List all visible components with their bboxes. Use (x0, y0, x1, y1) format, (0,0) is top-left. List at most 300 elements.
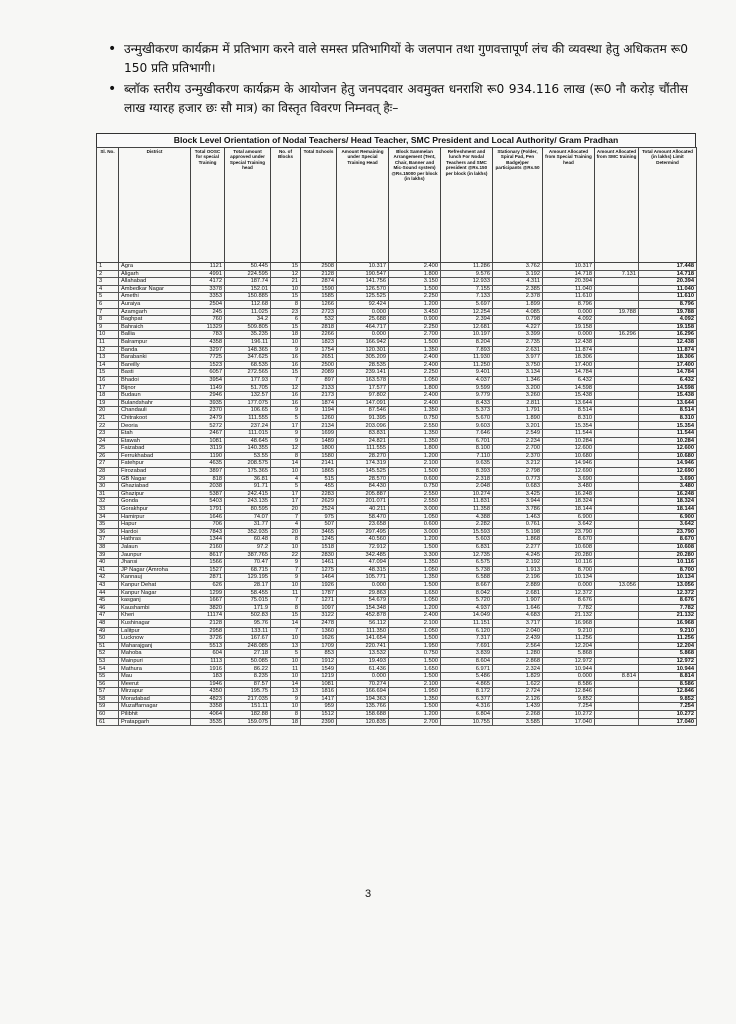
table-cell: 3.642 (543, 521, 595, 529)
table-cell: 9.576 (441, 270, 493, 278)
table-cell: Amethi (119, 293, 191, 301)
table-cell: 1097 (301, 604, 337, 612)
table-cell: 9 (271, 346, 301, 354)
table-cell: 2283 (301, 490, 337, 498)
table-cell: 2.250 (389, 323, 441, 331)
table-cell: 1.791 (493, 407, 543, 415)
table-row (97, 270, 697, 278)
table-cell: 19.788 (639, 308, 697, 316)
table-cell: 4.227 (493, 323, 543, 331)
table-row (97, 536, 697, 544)
table-cell: 32 (97, 498, 119, 506)
table-cell: 21 (97, 414, 119, 422)
table-cell: 4358 (191, 338, 225, 346)
table-cell: 5387 (191, 490, 225, 498)
table-cell: 33 (97, 506, 119, 514)
table-cell: 140.355 (225, 445, 271, 453)
table-cell: 9.852 (543, 695, 595, 703)
table-cell: 28.570 (337, 475, 389, 483)
table-cell: 1.650 (389, 589, 441, 597)
table-cell: 1.350 (389, 430, 441, 438)
table-cell: 2504 (191, 300, 225, 308)
table-cell: Gonda (119, 498, 191, 506)
table-cell: Mau (119, 673, 191, 681)
table-cell: 91.71 (225, 483, 271, 491)
table-cell: 10.317 (543, 263, 595, 271)
table-cell: 2128 (191, 619, 225, 627)
table-cell: 1.350 (389, 695, 441, 703)
table-cell: 2.100 (389, 460, 441, 468)
table-cell: 13 (97, 354, 119, 362)
table-cell: 783 (191, 331, 225, 339)
table-cell: 60 (97, 711, 119, 719)
table-row (97, 513, 697, 521)
table-cell: 0.761 (493, 521, 543, 529)
table-cell: 11.610 (639, 293, 697, 301)
table-cell: 205.887 (337, 490, 389, 498)
table-cell: 18.144 (543, 506, 595, 514)
table-cell: 1.350 (389, 559, 441, 567)
table-cell: 0.000 (543, 308, 595, 316)
table-row (97, 589, 697, 597)
table-cell: 4.937 (441, 604, 493, 612)
table-cell: 12.254 (441, 308, 493, 316)
table-row (97, 354, 697, 362)
table-row (97, 483, 697, 491)
table-cell: 8.514 (639, 407, 697, 415)
table-cell: 4.865 (441, 680, 493, 688)
table-cell: 1219 (301, 673, 337, 681)
table-cell: 1518 (301, 543, 337, 551)
table-cell: 28.17 (225, 581, 271, 589)
table-cell: 13.056 (595, 581, 639, 589)
table-cell: 5.670 (441, 414, 493, 422)
table-cell: 16.968 (543, 619, 595, 627)
table-cell: 2.631 (493, 346, 543, 354)
table-cell: 1464 (301, 574, 337, 582)
table-cell: 2830 (301, 551, 337, 559)
table-cell: 4350 (191, 688, 225, 696)
table-cell: 111.555 (337, 445, 389, 453)
table-cell: 2.868 (493, 657, 543, 665)
table-cell: 387.765 (225, 551, 271, 559)
table-cell: 3465 (301, 528, 337, 536)
table-cell: 53.55 (225, 452, 271, 460)
table-cell (595, 718, 639, 726)
table-cell: 36.81 (225, 475, 271, 483)
table-row (97, 392, 697, 400)
table-cell: Bareilly (119, 361, 191, 369)
table-cell: 3.212 (493, 460, 543, 468)
table-cell: 4.683 (493, 612, 543, 620)
table-cell: Ghazipur (119, 490, 191, 498)
table-cell: 2.196 (493, 574, 543, 582)
table-cell: 2160 (191, 543, 225, 551)
table-cell: 16.968 (639, 619, 697, 627)
table-cell: 8.514 (543, 407, 595, 415)
table-cell (595, 635, 639, 643)
table-cell: 3935 (191, 399, 225, 407)
header-no-of-blocks: No. of Blocks (271, 148, 301, 263)
header-refreshment: Refreshment and lunch For Nodal Teachers and SMC president @Rs.150 per block (in lakhs) (441, 148, 493, 263)
table-cell: 272.565 (225, 369, 271, 377)
table-cell (595, 543, 639, 551)
table-cell: 91.395 (337, 414, 389, 422)
table-cell: 2478 (301, 619, 337, 627)
table-row (97, 559, 697, 567)
table-cell: 34.2 (225, 316, 271, 324)
table-cell: 27 (97, 460, 119, 468)
table-cell: 12.600 (639, 445, 697, 453)
table-cell: 111.350 (337, 627, 389, 635)
table-cell: 8.100 (441, 445, 493, 453)
table-row (97, 604, 697, 612)
table-cell: Baghpat (119, 316, 191, 324)
table-cell: 1709 (301, 642, 337, 650)
table-cell: 12.846 (543, 688, 595, 696)
bullet-icon: • (108, 81, 117, 97)
table-cell: 12.204 (543, 642, 595, 650)
table-cell: 706 (191, 521, 225, 529)
table-cell: 16.296 (639, 331, 697, 339)
table-cell: 10.134 (639, 574, 697, 582)
table-cell: 1.500 (389, 703, 441, 711)
table-cell: 10 (271, 657, 301, 665)
table-cell: 1.050 (389, 513, 441, 521)
table-cell: Ballia (119, 331, 191, 339)
table-cell: 5.486 (441, 673, 493, 681)
table-cell: 2.126 (493, 695, 543, 703)
table-cell: 2.550 (389, 422, 441, 430)
table-cell: 0.000 (337, 331, 389, 339)
table-cell: 17 (271, 490, 301, 498)
table-cell: 1865 (301, 468, 337, 476)
bullet-item (108, 80, 688, 118)
table-cell: 3.450 (389, 308, 441, 316)
table-cell: 16 (271, 392, 301, 400)
table-row (97, 300, 697, 308)
table-cell: 50 (97, 635, 119, 643)
table-cell: 2.889 (493, 581, 543, 589)
table-cell: JP Nagar (Amroha (119, 566, 191, 574)
table-cell: 37 (97, 536, 119, 544)
table-cell: 10.944 (543, 665, 595, 673)
table-cell: 203.096 (337, 422, 389, 430)
table-cell: 23.658 (337, 521, 389, 529)
table-row (97, 612, 697, 620)
table-cell: Bahraich (119, 323, 191, 331)
table-cell (595, 346, 639, 354)
header-allocated-special: Amount Allocated from Special Training head (543, 148, 595, 263)
table-cell: 897 (301, 376, 337, 384)
table-cell: 2.282 (441, 521, 493, 529)
table-cell: Pilibhit (119, 711, 191, 719)
bullet-item (108, 40, 688, 78)
table-cell: 2 (97, 270, 119, 278)
table-cell: 507 (301, 521, 337, 529)
table-cell: 151.11 (225, 703, 271, 711)
table-cell: 10.944 (639, 665, 697, 673)
table-cell: 8.433 (441, 399, 493, 407)
table-cell: 10 (271, 338, 301, 346)
table-cell (595, 285, 639, 293)
table-row (97, 452, 697, 460)
table-cell: 2946 (191, 392, 225, 400)
table-cell: 0.900 (389, 316, 441, 324)
table-cell: 1823 (301, 338, 337, 346)
table-cell: Hathras (119, 536, 191, 544)
table-cell: 1874 (301, 399, 337, 407)
table-cell: 4.092 (639, 316, 697, 324)
table-cell: 515 (301, 475, 337, 483)
table-cell: Hardoi (119, 528, 191, 536)
table-cell: 1946 (191, 680, 225, 688)
table-cell: 0.600 (389, 521, 441, 529)
table-cell: 167.67 (225, 635, 271, 643)
table-cell: 1699 (301, 430, 337, 438)
table-cell: 158.688 (337, 711, 389, 719)
table-cell: 14.718 (543, 270, 595, 278)
table-cell: 4.388 (441, 513, 493, 521)
table-cell: 6.900 (543, 513, 595, 521)
table-cell: 3.200 (493, 384, 543, 392)
table-cell: 2038 (191, 483, 225, 491)
table-cell: 1626 (301, 635, 337, 643)
table-cell: 2.250 (389, 369, 441, 377)
table-cell: 1.800 (389, 384, 441, 392)
table-cell: 11 (271, 589, 301, 597)
table-cell: 1566 (191, 559, 225, 567)
table-body (97, 263, 697, 726)
table-row (97, 308, 697, 316)
table-cell: 20.394 (639, 278, 697, 286)
allocation-table (96, 147, 697, 726)
table-row (97, 574, 697, 582)
table-cell: 106.65 (225, 407, 271, 415)
table-cell: 1549 (301, 665, 337, 673)
table-cell: Budaun (119, 392, 191, 400)
table-cell: 3 (97, 278, 119, 286)
table-header-row (97, 148, 697, 263)
table-cell: 1149 (191, 384, 225, 392)
table-cell: 1266 (301, 300, 337, 308)
table-cell: 239.141 (337, 369, 389, 377)
table-cell (595, 316, 639, 324)
table-cell: 6.900 (639, 513, 697, 521)
table-cell: 502.83 (225, 612, 271, 620)
table-cell: 1081 (301, 680, 337, 688)
table-cell: 2.400 (389, 392, 441, 400)
table-cell: 50.085 (225, 657, 271, 665)
table-cell (595, 430, 639, 438)
table-cell: 2524 (301, 506, 337, 514)
table-cell: 1590 (301, 285, 337, 293)
table-cell: 141.654 (337, 635, 389, 643)
table-cell (595, 506, 639, 514)
table-cell: 5.868 (543, 650, 595, 658)
table-row (97, 490, 697, 498)
table-cell: 7.691 (441, 642, 493, 650)
table-row (97, 543, 697, 551)
table-cell: 1.463 (493, 513, 543, 521)
table-cell: 15 (271, 263, 301, 271)
table-cell: 58.455 (225, 589, 271, 597)
table-cell: 16 (271, 354, 301, 362)
table-cell: 1585 (301, 293, 337, 301)
table-cell: 2089 (301, 369, 337, 377)
table-cell: 17.400 (639, 361, 697, 369)
table-cell: 4.092 (543, 316, 595, 324)
table-cell: 7.155 (441, 285, 493, 293)
table-cell: 2958 (191, 627, 225, 635)
table-cell: 1.500 (389, 635, 441, 643)
table-cell: 9 (271, 574, 301, 582)
table-cell: 3.150 (389, 278, 441, 286)
table-cell: 145.525 (337, 468, 389, 476)
table-cell: 3.480 (543, 483, 595, 491)
table-cell: 27.18 (225, 650, 271, 658)
table-cell: 10.116 (543, 559, 595, 567)
table-cell: 1.913 (493, 566, 543, 574)
table-cell: Bhadoi (119, 376, 191, 384)
table-row (97, 528, 697, 536)
table-cell: 0.600 (389, 475, 441, 483)
table-cell: 34 (97, 513, 119, 521)
table-cell: 12.438 (639, 338, 697, 346)
table-cell: 13.056 (639, 581, 697, 589)
table-cell: 10.755 (441, 718, 493, 726)
table-cell: 83.831 (337, 430, 389, 438)
table-cell (595, 293, 639, 301)
table-cell: 1.907 (493, 597, 543, 605)
table-cell: Maharajganj (119, 642, 191, 650)
table-cell: 464.717 (337, 323, 389, 331)
table-cell: 18 (97, 392, 119, 400)
table-cell: 1.050 (389, 627, 441, 635)
table-cell: 120.301 (337, 346, 389, 354)
table-row (97, 346, 697, 354)
table-cell: 57 (97, 688, 119, 696)
table-cell: 2.400 (389, 263, 441, 271)
table-cell: 135.766 (337, 703, 389, 711)
table-cell: 10 (271, 285, 301, 293)
table-cell: 174.319 (337, 460, 389, 468)
table-cell: 14.049 (441, 612, 493, 620)
table-cell: 4 (271, 521, 301, 529)
table-row (97, 316, 697, 324)
table-cell: 2500 (301, 361, 337, 369)
table-cell: 1.050 (389, 566, 441, 574)
table-cell: 7.110 (441, 452, 493, 460)
table-cell: 3122 (301, 612, 337, 620)
table-cell: 1.890 (493, 414, 543, 422)
table-cell: 8.796 (543, 300, 595, 308)
table-cell: Moradabad (119, 695, 191, 703)
table-cell: 1800 (301, 445, 337, 453)
table-cell: 1.800 (389, 270, 441, 278)
table-cell: 9.635 (441, 460, 493, 468)
table-cell: 0.750 (389, 483, 441, 491)
table-cell: 1.500 (389, 581, 441, 589)
table-cell: 7.317 (441, 635, 493, 643)
table-cell: 3.786 (493, 506, 543, 514)
table-cell: 133.11 (225, 627, 271, 635)
table-cell: 195.75 (225, 688, 271, 696)
table-cell: 11.610 (543, 293, 595, 301)
table-cell: 12.690 (543, 468, 595, 476)
table-cell: 61.436 (337, 665, 389, 673)
table-cell: 70.274 (337, 680, 389, 688)
table-cell: 53 (97, 657, 119, 665)
table-cell: 2651 (301, 354, 337, 362)
table-cell: 2723 (301, 308, 337, 316)
table-cell: 3358 (191, 703, 225, 711)
table-cell: 15 (271, 612, 301, 620)
table-cell: 87.57 (225, 680, 271, 688)
header-block-sammelan: Block Sammelan Arrangement (Tent, Chair, Banner and Mic-Sound system) @Rs.15000 per block (in lakhs) (389, 148, 441, 263)
table-cell: 604 (191, 650, 225, 658)
table-cell: 2.394 (441, 316, 493, 324)
table-cell: 6.831 (441, 543, 493, 551)
table-cell: 1912 (301, 657, 337, 665)
table-cell: 0.000 (337, 581, 389, 589)
table-row (97, 422, 697, 430)
table-cell: 12.933 (441, 278, 493, 286)
table-cell: 9 (271, 695, 301, 703)
table-cell: 2.550 (389, 498, 441, 506)
table-cell: 2141 (301, 460, 337, 468)
table-cell (595, 551, 639, 559)
table-cell: 6.588 (441, 574, 493, 582)
table-cell: 14 (271, 680, 301, 688)
table-cell: 80.595 (225, 506, 271, 514)
table-row (97, 331, 697, 339)
table-cell (595, 665, 639, 673)
table-row (97, 338, 697, 346)
table-cell: 8.586 (543, 680, 595, 688)
table-cell: 208.575 (225, 460, 271, 468)
table-cell: 13.644 (543, 399, 595, 407)
table-cell: 12.735 (441, 551, 493, 559)
table-cell: 11.286 (441, 263, 493, 271)
table-cell: 10.608 (543, 543, 595, 551)
table-cell: 18.324 (543, 498, 595, 506)
table-cell: 2.324 (493, 665, 543, 673)
table-cell: 1.050 (389, 597, 441, 605)
table-row (97, 718, 697, 726)
table-cell: 3119 (191, 445, 225, 453)
table-cell: 31 (97, 490, 119, 498)
table-cell: 10.608 (639, 543, 697, 551)
table-cell: 9 (97, 323, 119, 331)
table-cell: 626 (191, 581, 225, 589)
table-cell: 2.400 (389, 612, 441, 620)
table-cell: 10.197 (441, 331, 493, 339)
table-cell (595, 468, 639, 476)
table-cell: 10.116 (639, 559, 697, 567)
table-row (97, 695, 697, 703)
table-cell: Etawah (119, 437, 191, 445)
table-cell: 2128 (301, 270, 337, 278)
table-cell: 1417 (301, 695, 337, 703)
table-cell: 11.250 (441, 361, 493, 369)
table-cell: 47 (97, 612, 119, 620)
table-cell: 2.550 (389, 490, 441, 498)
table-cell: 1360 (301, 627, 337, 635)
table-cell: 8.310 (639, 414, 697, 422)
table-cell: 15 (271, 369, 301, 377)
table-cell: 1.346 (493, 376, 543, 384)
